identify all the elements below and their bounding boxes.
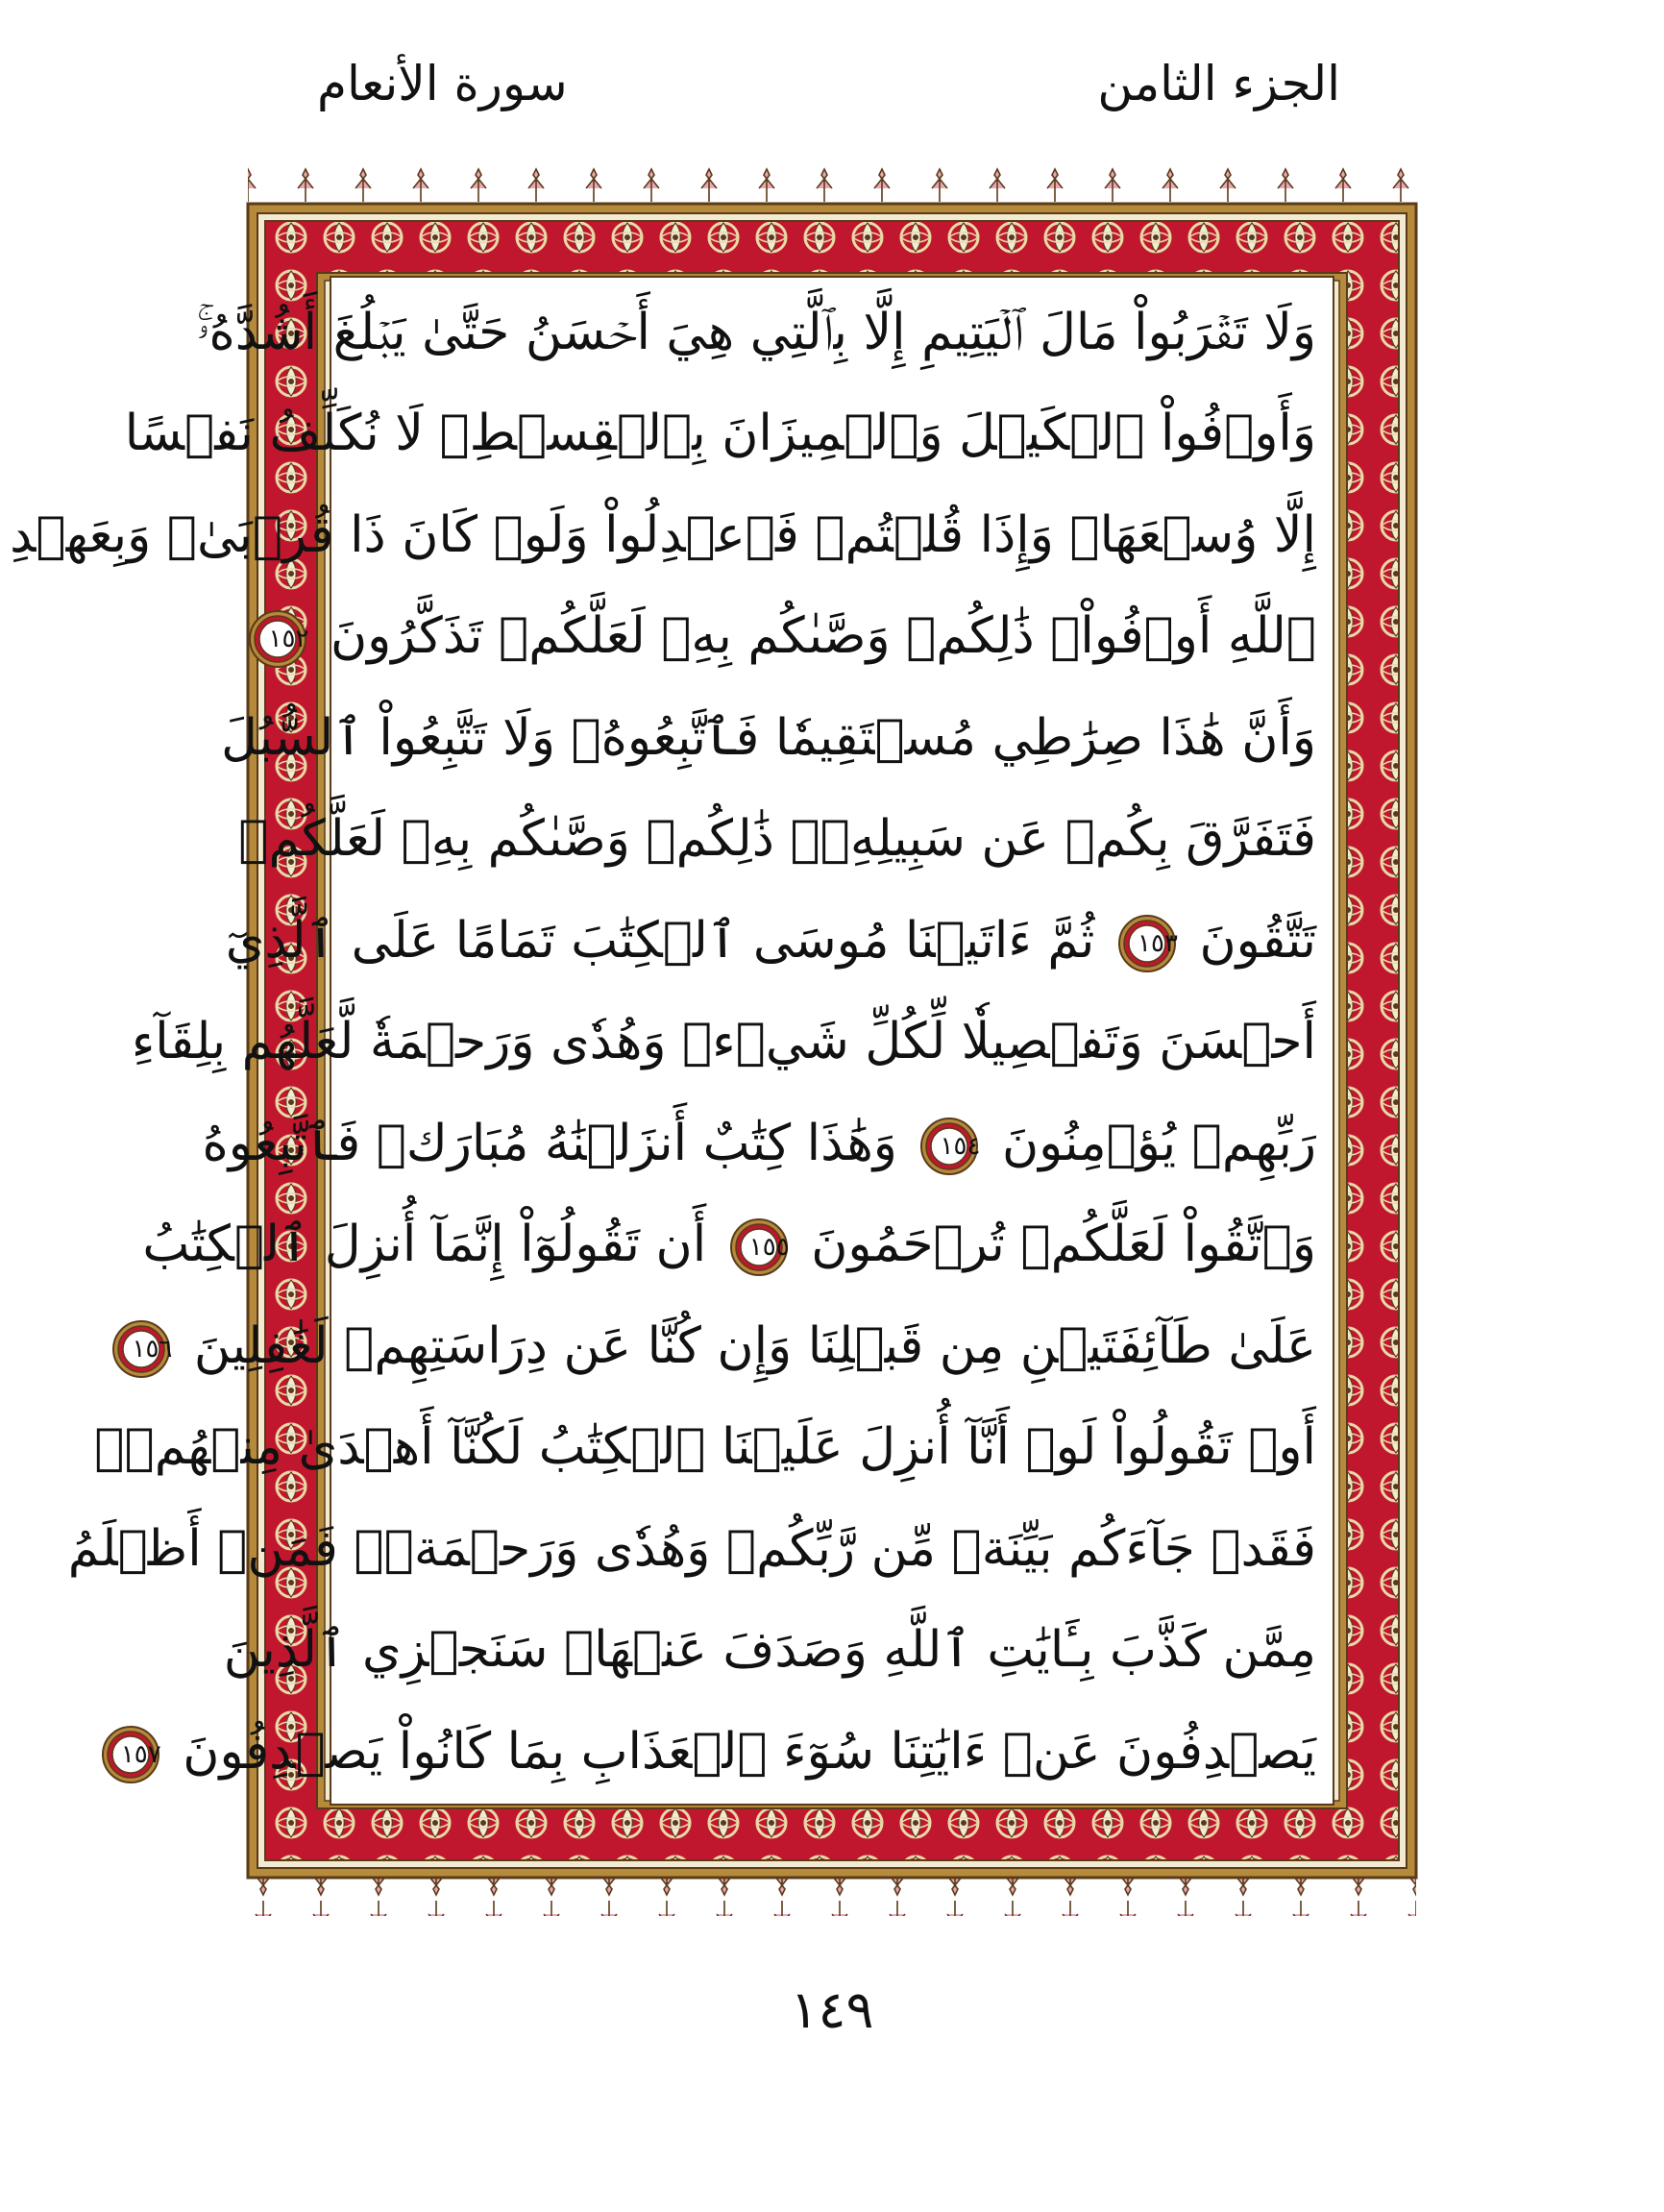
verse-line — [221, 688, 1316, 789]
verse-text: فَتَفَرَّقَ بِكُمۡ عَن سَبِيلِهِۦۚ ذَٰلِكُمۡ وَصَّىٰكُم بِهِۦ لَعَلَّكُمۡ — [238, 810, 1316, 869]
verse-text: عَلَىٰ طَآئِفَتَيۡنِ مِن قَبۡلِنَا وَإِن كُنَّا عَن دِرَاسَتِهِمۡ لَغَٰفِلِينَ — [193, 1316, 1316, 1375]
verse-text: رَبِّهِمۡ يُؤۡمِنُونَ — [1001, 1114, 1316, 1172]
verse-line — [132, 1296, 1316, 1397]
verse-text: وَلَا تَقۡرَبُواْ مَالَ ٱلۡيَتِيمِ إِلَّا بِٱلَّتِي هِيَ أَحۡسَنُ حَتَّىٰ يَبۡلُغَ أَشُدَّهُۥۚ — [196, 304, 1316, 361]
page-number: ١٤٩ — [790, 1979, 874, 2040]
ayah-number-marker — [247, 608, 308, 670]
verse-line — [120, 1702, 1316, 1803]
verse-line — [67, 1499, 1316, 1600]
verse-line — [124, 383, 1316, 484]
verse-text: وَأَوۡفُواْ ٱلۡكَيۡلَ وَٱلۡمِيزَانَ بِٱلۡقِسۡطِۖ لَا نُكَلِّفُ نَفۡسًا — [124, 405, 1316, 463]
verse-text: أَوۡ تَقُولُواْ لَوۡ أَنَّآ أُنزِلَ عَلَيۡنَا ٱلۡكِتَٰبُ لَكُنَّآ أَهۡدَىٰ مِنۡهُمۡۚ — [94, 1418, 1316, 1477]
verse-text: وَأَنَّ هَٰذَا صِرَٰطِي مُسۡتَقِيمٗا فَٱتَّبِعُوهُۖ وَلَا تَتَّبِعُواْ ٱلسُّبُلَ — [221, 708, 1316, 767]
verse-line — [202, 1094, 1316, 1194]
ayah-number-marker — [100, 1724, 161, 1785]
verse-line — [225, 891, 1316, 992]
ayah-number: ١٥٤ — [940, 1131, 981, 1161]
ayah-number: ١٥٧ — [120, 1739, 161, 1769]
verse-text: ٱللَّهِ أَوۡفُواْۚ ذَٰلِكُمۡ وَصَّىٰكُم بِهِۦ لَعَلَّكُمۡ تَذَكَّرُونَ — [330, 607, 1316, 666]
verse-text: وَٱتَّقُواْ لَعَلَّكُمۡ تُرۡحَمُونَ — [811, 1216, 1316, 1274]
verse-line — [142, 1194, 1316, 1295]
ayah-number: ١٥٦ — [132, 1334, 173, 1364]
verse-line — [131, 992, 1316, 1093]
verse-text: إِلَّا وُسۡعَهَاۖ وَإِذَا قُلۡتُمۡ فَٱعۡدِلُواْ وَلَوۡ كَانَ ذَا قُرۡبَىٰۖ وَبِعَهۡدِ — [10, 505, 1316, 564]
surah-name: سورة الأنعام — [317, 56, 568, 111]
juz-name: الجزء الثامن — [1097, 56, 1340, 111]
ayah-number: ١٥٢ — [268, 625, 309, 654]
ayah-number-marker — [110, 1318, 172, 1380]
verse-line — [223, 1600, 1316, 1701]
verse-line — [10, 485, 1316, 586]
verse-line — [196, 283, 1316, 383]
verse-text: يَصۡدِفُونَ عَنۡ ءَايَٰتِنَا سُوٓءَ ٱلۡعَذَابِ بِمَا كَانُواْ يَصۡدِفُونَ — [183, 1722, 1316, 1781]
verse-text-panel — [10, 281, 1330, 1801]
verse-line — [238, 789, 1316, 890]
verse-text: ثُمَّ ءَاتَيۡنَا مُوسَى ٱلۡكِتَٰبَ تَمَامًا عَلَى ٱلَّذِيٓ — [225, 911, 1095, 970]
verse-text: أَن تَقُولُوٓاْ إِنَّمَآ أُنزِلَ ٱلۡكِتَٰبُ — [142, 1216, 707, 1274]
ayah-number-marker — [728, 1217, 790, 1278]
ornamental-frame — [10, 165, 1445, 1916]
ayah-number: ١٥٣ — [1138, 928, 1178, 958]
ayah-number-marker — [918, 1116, 980, 1177]
page-header — [317, 56, 1340, 133]
verse-text: فَقَدۡ جَآءَكُم بَيِّنَةٞ مِّن رَّبِّكُمۡ وَهُدٗى وَرَحۡمَةٞۚ فَمَنۡ أَظۡلَمُ — [67, 1519, 1316, 1578]
verse-line — [268, 586, 1316, 687]
verse-text: أَحۡسَنَ وَتَفۡصِيلٗا لِّكُلِّ شَيۡءٖ وَهُدٗى وَرَحۡمَةٗ لَّعَلَّهُم بِلِقَآءِ — [131, 1013, 1316, 1071]
ayah-number-marker — [1116, 913, 1178, 974]
ayah-number: ١٥٥ — [748, 1233, 790, 1263]
verse-text: تَتَّقُونَ — [1199, 911, 1316, 970]
verse-text: وَهَٰذَا كِتَٰبٌ أَنزَلۡنَٰهُ مُبَارَكٞ فَٱتَّبِعُوهُ — [202, 1114, 897, 1172]
verse-line — [94, 1397, 1316, 1498]
verse-text: مِمَّن كَذَّبَ بِـَٔايَٰتِ ٱللَّهِ وَصَدَفَ عَنۡهَاۗ سَنَجۡزِي ٱلَّذِينَ — [223, 1621, 1316, 1680]
